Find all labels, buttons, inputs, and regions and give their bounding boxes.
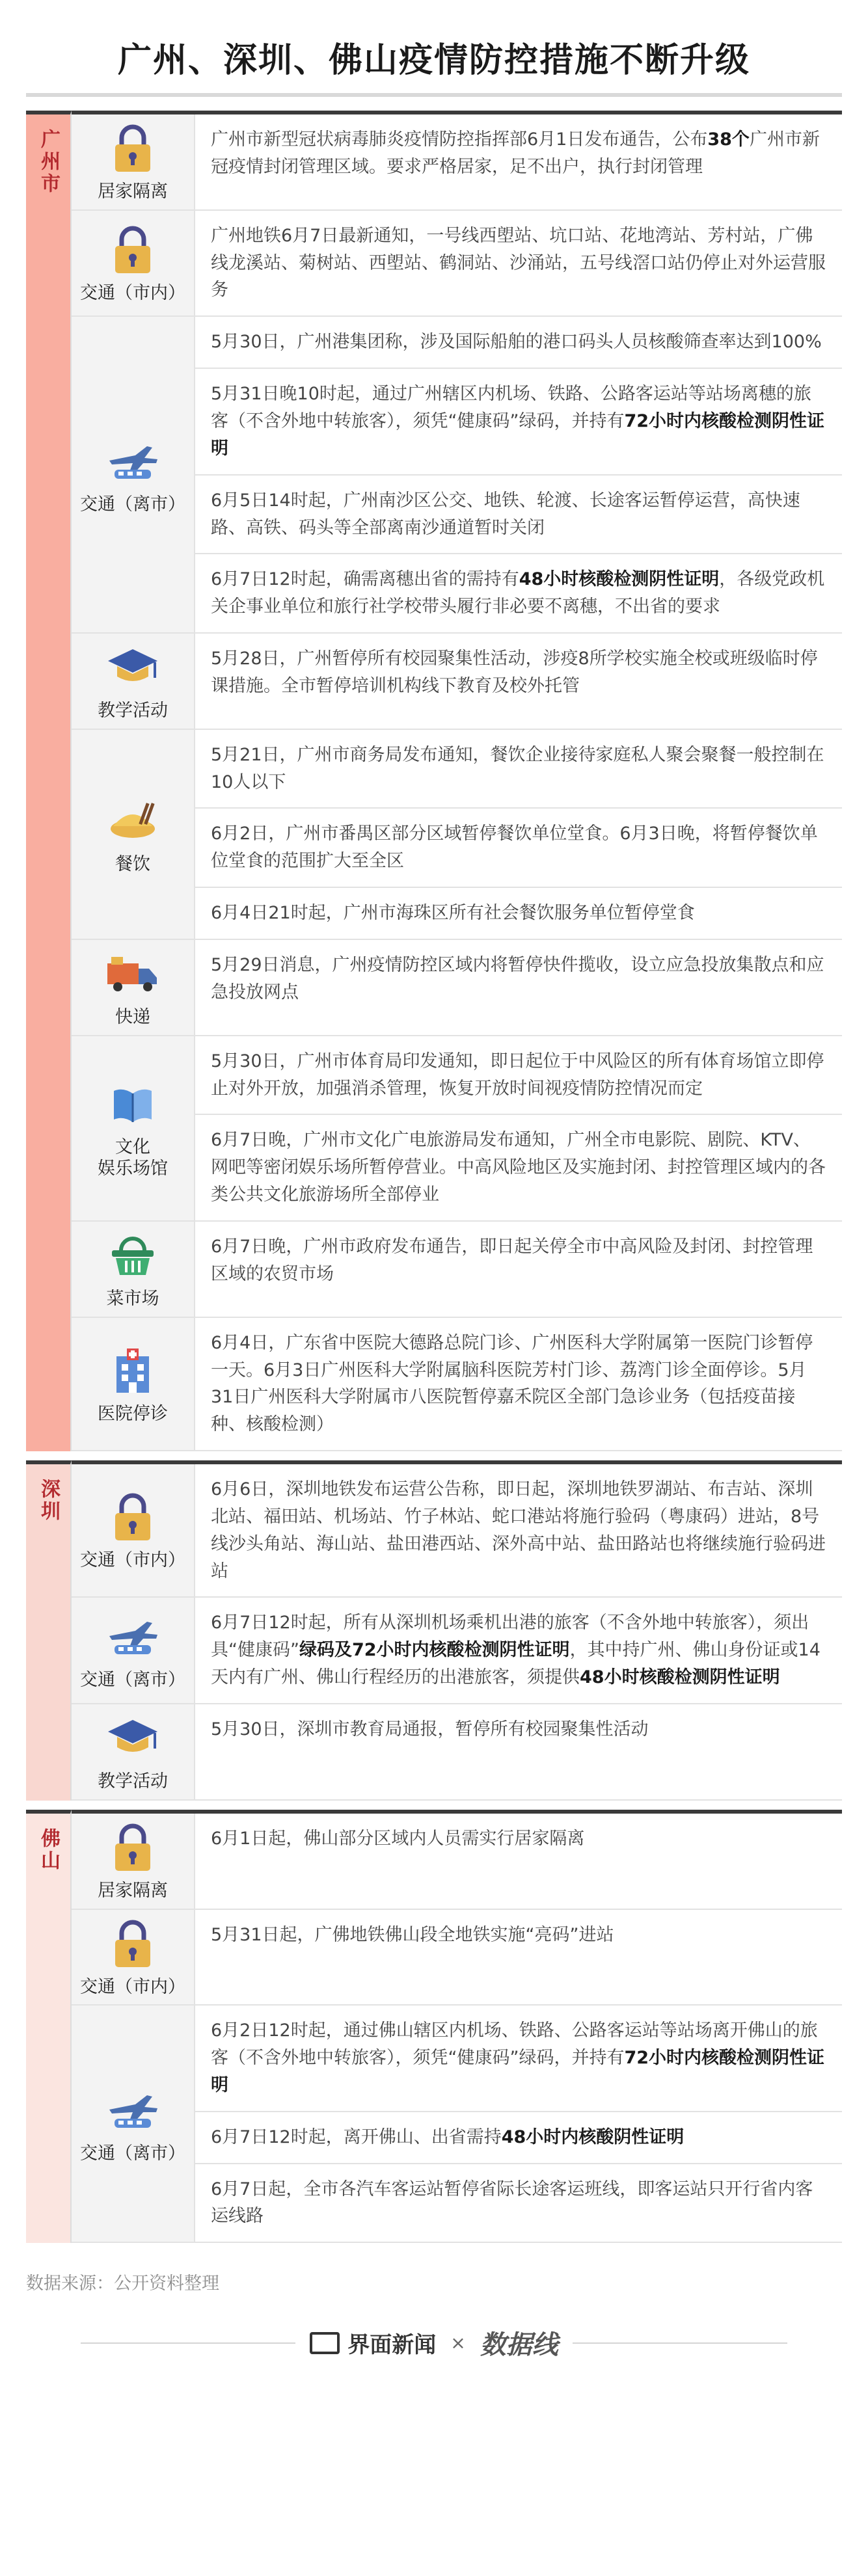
measure-list: [195, 940, 842, 1035]
category-label: 快递: [115, 1007, 150, 1027]
measure-item: 6月7日12时起，离开佛山、出省需持48小时内核酸阴性证明: [195, 2112, 842, 2164]
category-rows: [72, 111, 842, 1451]
measure-list: [195, 1814, 842, 1909]
measure-item: 5月30日，广州港集团称，涉及国际船舶的港口码头人员核酸筛查率达到100%: [195, 317, 842, 369]
measure-item: 5月29日消息，广州疫情防控区域内将暂停快件揽收，设立应急投放集散点和应急投放网点: [195, 940, 842, 1018]
measure-list: [195, 1318, 842, 1450]
category-label: 交通（市内）: [80, 1550, 185, 1570]
lock-icon: [105, 222, 161, 278]
category-label: 交通（离市）: [80, 2143, 185, 2164]
table-row: [72, 1814, 842, 1910]
measure-item: 6月4日，广东省中医院大德路总院门诊、广州医科大学附属第一医院门诊暂停一天。6月3日广州医科大学附属脑科医院芳村门诊、荔湾门诊全面停诊。5月31日广州医科大学附属市八医院暂停嘉禾院区全部门急诊业务（包括疫苗接种、核酸检测）: [195, 1318, 842, 1450]
data-source: 数据来源：公开资料整理: [26, 2274, 219, 2294]
footer-divider-right: [573, 2342, 787, 2344]
measure-list: [195, 114, 842, 209]
category-cell: [72, 1222, 195, 1317]
category-cell: [72, 1318, 195, 1450]
category-cell: [72, 1910, 195, 2005]
category-cell: [72, 1464, 195, 1596]
table-row: [72, 1036, 842, 1222]
category-cell: [72, 2006, 195, 2242]
graduation-cap-icon: [105, 1711, 161, 1767]
table-row: [72, 940, 842, 1036]
measure-item: 6月1日起，佛山部分区域内人员需实行居家隔离: [195, 1814, 842, 1864]
category-label: 餐饮: [115, 853, 150, 874]
measure-list: [195, 317, 842, 632]
table-row: [72, 317, 842, 634]
measure-item: 5月30日，广州市体育局印发通知，即日起位于中风险区的所有体育场馆立即停止对外开放，加强消杀管理，恢复开放时间视疫情防控情况而定: [195, 1036, 842, 1116]
city-column: [26, 1460, 72, 1801]
measure-item: 6月7日晚，广州市文化广电旅游局发布通知，广州全市电影院、剧院、KTV、网吧等密闭娱乐场所暂停营业。中高风险地区及实施封闭、封控管理区域内的各类公共文化旅游场所全部停业: [195, 1115, 842, 1220]
category-label: 教学活动: [98, 701, 168, 721]
category-label: 交通（市内）: [80, 282, 185, 303]
category-label: 居家隔离: [98, 1880, 168, 1901]
measure-item: 6月4日21时起，广州市海珠区所有社会餐饮服务单位暂停堂食: [195, 888, 842, 939]
delivery-truck-icon: [105, 946, 161, 1002]
city-name: 广州市: [37, 129, 60, 195]
measure-list: [195, 1222, 842, 1317]
graduation-cap-icon: [105, 640, 161, 696]
measure-list: [195, 1704, 842, 1799]
measure-item: 6月7日12时起，所有从深圳机场乘机出港的旅客（不含外地中转旅客），须出具“健康码”绿码及72小时内核酸检测阴性证明，其中持广州、佛山身份证或14天内有广州、佛山行程经历的出港旅客，须提供48小时核酸检测阴性证明: [195, 1598, 842, 1703]
category-label: 交通（离市）: [80, 494, 185, 515]
category-cell: [72, 1598, 195, 1703]
brand-jiemian: [310, 2327, 436, 2359]
measure-item: 6月2日12时起，通过佛山辖区内机场、铁路、公路客运站等站场离开佛山的旅客（不含外地中转旅客），须凭“健康码”绿码，并持有72小时内核酸检测阴性证明: [195, 2006, 842, 2112]
table-row: [72, 1704, 842, 1801]
lock-icon: [105, 1916, 161, 1972]
book-icon: [105, 1077, 161, 1133]
measure-item: 广州市新型冠状病毒肺炎疫情防控指挥部6月1日发布通告，公布38个广州市新冠疫情封闭管理区域。要求严格居家，足不出户，执行封闭管理: [195, 114, 842, 193]
brand-shujuxian: 数据线: [480, 2329, 558, 2361]
page-title: 广州、深圳、佛山疫情防控措施不断升级: [26, 33, 842, 97]
measures-table: [0, 111, 868, 2243]
airplane-train-icon: [105, 1609, 161, 1665]
category-cell: [72, 1704, 195, 1799]
measure-list: [195, 1036, 842, 1220]
table-row: [72, 211, 842, 317]
category-cell: [72, 1036, 195, 1220]
measure-item: 5月28日，广州暂停所有校园聚集性活动，涉疫8所学校实施全校或班级临时停课措施。全市暂停培训机构线下教育及校外托管: [195, 634, 842, 712]
city-column: [26, 111, 72, 1451]
category-cell: [72, 634, 195, 729]
measure-list: [195, 1910, 842, 2005]
measure-item: 6月5日14时起，广州南沙区公交、地铁、轮渡、长途客运暂停运营，高快速路、高铁、码头等全部离南沙通道暂时关闭: [195, 476, 842, 555]
table-row: [72, 1464, 842, 1598]
category-cell: [72, 114, 195, 209]
measure-item: 6月7日晚，广州市政府发布通告，即日起关停全市中高风险及封闭、封控管理区域的农贸市场: [195, 1222, 842, 1300]
category-label: 交通（离市）: [80, 1670, 185, 1691]
header: [0, 0, 868, 111]
category-label: 文化 娱乐场馆: [98, 1136, 168, 1179]
brand-jiemian-label: 界面新闻: [347, 2332, 437, 2359]
table-row: [72, 730, 842, 940]
table-row: [72, 1318, 842, 1451]
city-section: [26, 111, 842, 1451]
category-rows: [72, 1810, 842, 2244]
footer-divider-left: [81, 2342, 295, 2344]
basket-icon: [105, 1228, 161, 1284]
table-row: [72, 1598, 842, 1704]
category-label: 居家隔离: [98, 181, 168, 202]
measure-item: 6月7日12时起，确需离穗出省的需持有48小时核酸检测阴性证明，各级党政机关企事业单位和旅行社学校带头履行非必要不离穗，不出省的要求: [195, 554, 842, 632]
footer: [0, 2324, 868, 2361]
measure-list: [195, 211, 842, 316]
city-name: 佛山: [37, 1827, 60, 1872]
city-name: 深圳: [37, 1479, 60, 1523]
measure-list: [195, 2006, 842, 2242]
measure-list: [195, 730, 842, 939]
measure-item: 6月6日，深圳地铁发布运营公告称，即日起，深圳地铁罗湖站、布吉站、深圳北站、福田站、机场站、竹子林站、蛇口港站将施行验码（粤康码）进站，8号线沙头角站、海山站、盐田港西站、深外高中站、盐田路站也将继续施行验码进站: [195, 1464, 842, 1596]
lock-icon: [105, 121, 161, 177]
airplane-train-icon: [105, 434, 161, 490]
airplane-train-icon: [105, 2083, 161, 2139]
category-label: 菜市场: [106, 1288, 159, 1309]
city-section: [26, 1460, 842, 1801]
measure-list: [195, 1464, 842, 1596]
table-row: [72, 114, 842, 211]
brand-logo-icon: [310, 2332, 340, 2354]
measure-list: [195, 1598, 842, 1703]
lock-icon: [105, 1490, 161, 1546]
measure-item: 5月31日晚10时起，通过广州辖区内机场、铁路、公路客运站等站场离穗的旅客（不含外地中转旅客），须凭“健康码”绿码，并持有72小时内核酸检测阴性证明: [195, 369, 842, 476]
category-label: 医院停诊: [98, 1403, 168, 1424]
measure-item: 广州地铁6月7日最新通知，一号线西塱站、坑口站、花地湾站、芳村站，广佛线龙溪站、菊树站、西塱站、鹤洞站、沙涌站，五号线滘口站仍停止对外运营服务: [195, 211, 842, 316]
measure-item: 6月7日起，全市各汽车客运站暂停省际长途客运班线，即客运站只开行省内客运线路: [195, 2164, 842, 2242]
table-row: [72, 1222, 842, 1318]
food-icon: [105, 794, 161, 850]
category-cell: [72, 940, 195, 1035]
category-label: 交通（市内）: [80, 1976, 185, 1997]
footer-separator: ×: [450, 2332, 466, 2354]
category-cell: [72, 211, 195, 316]
category-cell: [72, 317, 195, 632]
measure-item: 5月30日，深圳市教育局通报，暂停所有校园聚集性活动: [195, 1704, 842, 1755]
measure-item: 6月2日，广州市番禺区部分区域暂停餐饮单位堂食。6月3日晚，将暂停餐饮单位堂食的范围扩大至全区: [195, 809, 842, 888]
category-cell: [72, 1814, 195, 1909]
measure-list: [195, 634, 842, 729]
hospital-icon: [105, 1343, 161, 1399]
category-cell: [72, 730, 195, 939]
measure-item: 5月31日起，广佛地铁佛山段全地铁实施“亮码”进站: [195, 1910, 842, 1961]
category-label: 教学活动: [98, 1771, 168, 1791]
table-row: [72, 2006, 842, 2243]
table-row: [72, 634, 842, 730]
lock-icon: [105, 1820, 161, 1876]
measure-item: 5月21日，广州市商务局发布通知，餐饮企业接待家庭私人聚会聚餐一般控制在10人以下: [195, 730, 842, 809]
city-section: [26, 1810, 842, 2244]
table-row: [72, 1910, 842, 2006]
category-rows: [72, 1460, 842, 1801]
city-column: [26, 1810, 72, 2244]
